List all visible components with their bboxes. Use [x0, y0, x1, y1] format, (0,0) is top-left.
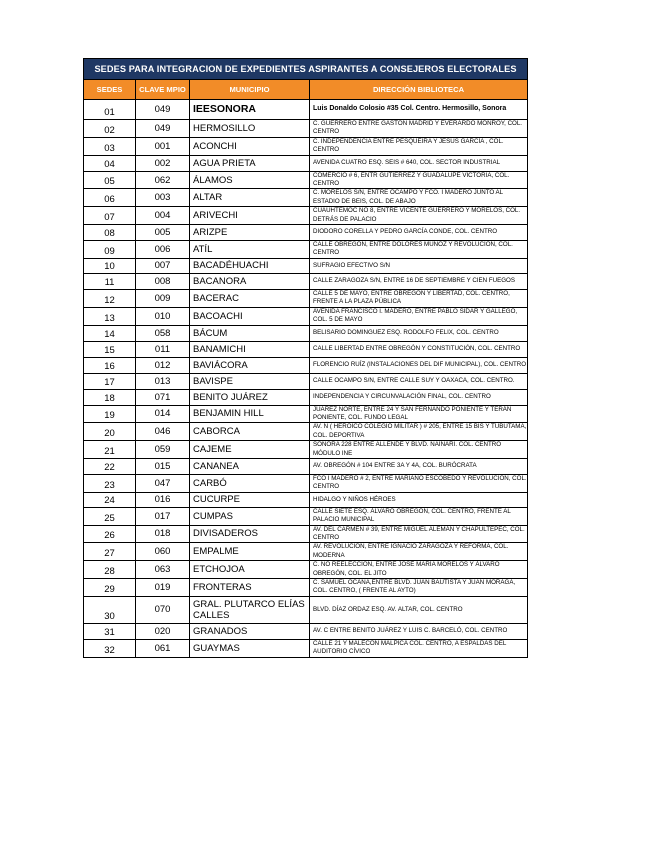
direccion-cell: AV. N ( HEROICO COLEGIO MILITAR ) # 205, ENTRE 15 BIS Y TUBUTAMA, COL. DEPORTIVA: [310, 423, 528, 441]
clave-mpio-cell: 019: [136, 579, 190, 597]
table-row: [84, 561, 528, 579]
clave-mpio-cell: 012: [136, 357, 190, 373]
clave-mpio-cell: 006: [136, 241, 190, 259]
direccion-cell: CALLE LIBERTAD ENTRE OBREGÓN Y CONSTITUCIÓN, COL. CENTRO: [310, 341, 528, 357]
direccion-cell: C. NO REELECCIÓN, ENTRE JOSÉ MARÍA MORELOS Y ÁLVARO OBREGÓN, COL. EL JITO: [310, 561, 528, 579]
clave-mpio-cell: 002: [136, 155, 190, 171]
table-row: [84, 289, 528, 307]
sede-cell: 31: [84, 623, 136, 639]
municipio-cell: BANAMICHI: [190, 341, 310, 357]
clave-mpio-cell: 061: [136, 639, 190, 657]
direccion-cell: JUAREZ NORTE, ENTRE 24 Y SAN FERNANDO PONIENTE Y TERÁN PONIENTE, COL. FUNDO LEGAL: [310, 405, 528, 423]
clave-mpio-cell: 015: [136, 458, 190, 474]
table-row: [84, 307, 528, 325]
sede-cell: 32: [84, 639, 136, 657]
direccion-cell: C. MORELOS S/N, ENTRE OCAMPO Y FCO. I MADERO JUNTO AL ESTADIO DE BEIS, COL. DE ABAJO: [310, 189, 528, 207]
municipio-cell: CAJEME: [190, 441, 310, 459]
municipio-cell: CUMPAS: [190, 507, 310, 525]
sede-cell: 29: [84, 579, 136, 597]
sedes-table: [83, 58, 528, 658]
clave-mpio-cell: 001: [136, 137, 190, 155]
sede-cell: 11: [84, 273, 136, 289]
table-row: [84, 171, 528, 189]
sede-cell: 20: [84, 423, 136, 441]
direccion-cell: DIODORO CORELLA Y PEDRO GARCÍA CONDE, COL. CENTRO: [310, 225, 528, 241]
sede-cell: 30: [84, 596, 136, 623]
table-row: [84, 474, 528, 492]
municipio-cell: CUCURPE: [190, 492, 310, 507]
municipio-cell: CABORCA: [190, 423, 310, 441]
municipio-cell: ATÍL: [190, 241, 310, 259]
header-clave-mpio: CLAVE MPIO: [136, 80, 190, 100]
direccion-cell: AV. DEL CARMEN # 39, ENTRE MIGUEL ALEMÁN Y CHAPULTEPEC, COL. CENTRO: [310, 525, 528, 543]
direccion-cell: COMERCIO # 6, ENTR GUTIERREZ Y GUADALUPE VICTORIA, COL. CENTRO: [310, 171, 528, 189]
municipio-cell: ETCHOJOA: [190, 561, 310, 579]
clave-mpio-cell: 058: [136, 325, 190, 341]
direccion-cell: AV. C ENTRE BENITO JUÁREZ Y LUIS C. BARCELÓ, COL. CENTRO: [310, 623, 528, 639]
clave-mpio-cell: 007: [136, 258, 190, 273]
title-row: [84, 59, 528, 80]
sede-cell: 18: [84, 389, 136, 405]
clave-mpio-cell: 016: [136, 492, 190, 507]
table-row: [84, 325, 528, 341]
municipio-cell: ACONCHI: [190, 137, 310, 155]
table-row: [84, 373, 528, 389]
direccion-cell: C. INDEPENDENCIA ENTRE PESQUEIRA Y JESUS GARCÍA , COL. CENTRO: [310, 137, 528, 155]
municipio-cell: AGUA PRIETA: [190, 155, 310, 171]
table-row: [84, 623, 528, 639]
direccion-cell: C. SAMUEL OCAÑA,ENTRE BLVD. JUAN BAUTISTA Y JUAN MORAGA, COL. CENTRO, ( FRENTE AL AYTO): [310, 579, 528, 597]
sede-cell: 17: [84, 373, 136, 389]
sede-cell: 24: [84, 492, 136, 507]
municipio-cell: FRONTERAS: [190, 579, 310, 597]
clave-mpio-cell: 059: [136, 441, 190, 459]
clave-mpio-cell: 071: [136, 389, 190, 405]
municipio-cell: GUAYMAS: [190, 639, 310, 657]
table-row: [84, 639, 528, 657]
table-row: [84, 525, 528, 543]
sede-cell: 09: [84, 241, 136, 259]
sede-cell: 13: [84, 307, 136, 325]
header-row: [84, 80, 528, 100]
clave-mpio-cell: 070: [136, 596, 190, 623]
header-sedes: SEDES: [84, 80, 136, 100]
sede-cell: 05: [84, 171, 136, 189]
clave-mpio-cell: 004: [136, 207, 190, 225]
table-title: SEDES PARA INTEGRACION DE EXPEDIENTES ASPIRANTES A CONSEJEROS ELECTORALES: [84, 59, 528, 80]
clave-mpio-cell: 049: [136, 120, 190, 138]
clave-mpio-cell: 020: [136, 623, 190, 639]
header-municipio: MUNICIPIO: [190, 80, 310, 100]
sede-cell: 28: [84, 561, 136, 579]
municipio-cell: BENJAMIN HILL: [190, 405, 310, 423]
municipio-cell: IEESONORA: [190, 100, 310, 120]
direccion-cell: AV. REVOLUCIÓN, ENTRE IGNACIO ZARAGOZA Y REFORMA, COL. MODERNA: [310, 543, 528, 561]
direccion-cell: AVENIDA CUATRO ESQ. SEIS # 640, COL. SECTOR INDUSTRIAL: [310, 155, 528, 171]
clave-mpio-cell: 063: [136, 561, 190, 579]
table-row: [84, 155, 528, 171]
municipio-cell: BENITO JUÁREZ: [190, 389, 310, 405]
municipio-cell: BAVIÁCORA: [190, 357, 310, 373]
direccion-cell: C. GUERRERO ENTRE GASTÓN MADRID Y EVERARDO MONROY, COL. CENTRO: [310, 120, 528, 138]
direccion-cell: AV. OBREGÓN # 104 ENTRE 3A Y 4A, COL. BURÓCRATA: [310, 458, 528, 474]
municipio-cell: DIVISADEROS: [190, 525, 310, 543]
table-row: [84, 389, 528, 405]
municipio-cell: BÁCUM: [190, 325, 310, 341]
sede-cell: 02: [84, 120, 136, 138]
municipio-cell: CANANEA: [190, 458, 310, 474]
municipio-cell: ARIVECHI: [190, 207, 310, 225]
sede-cell: 08: [84, 225, 136, 241]
direccion-cell: BELISARIO DOMINGUEZ ESQ. RODOLFO FELIX, COL. CENTRO: [310, 325, 528, 341]
municipio-cell: ÁLAMOS: [190, 171, 310, 189]
sede-cell: 07: [84, 207, 136, 225]
table-row: [84, 207, 528, 225]
sede-cell: 26: [84, 525, 136, 543]
clave-mpio-cell: 047: [136, 474, 190, 492]
municipio-cell: ARIZPE: [190, 225, 310, 241]
clave-mpio-cell: 009: [136, 289, 190, 307]
table-row: [84, 579, 528, 597]
sede-cell: 04: [84, 155, 136, 171]
sede-cell: 22: [84, 458, 136, 474]
direccion-cell: CALLE OCAMPO S/N, ENTRE CALLE SUY Y OAXACA, COL. CENTRO.: [310, 373, 528, 389]
sede-cell: 06: [84, 189, 136, 207]
clave-mpio-cell: 013: [136, 373, 190, 389]
sede-cell: 27: [84, 543, 136, 561]
direccion-cell: CUAUHTEMOC NO 8, ENTRE VICENTE GUERRERO Y MORELOS, COL. DETRÁS DE PALACIO: [310, 207, 528, 225]
clave-mpio-cell: 046: [136, 423, 190, 441]
municipio-cell: BAVISPE: [190, 373, 310, 389]
clave-mpio-cell: 011: [136, 341, 190, 357]
clave-mpio-cell: 060: [136, 543, 190, 561]
municipio-cell: BACOACHI: [190, 307, 310, 325]
direccion-cell: CALLE 21 Y MALECÓN MALPICA COL. CENTRO, A ESPALDAS DEL AUDITORIO CÍVICO: [310, 639, 528, 657]
table-row: [84, 458, 528, 474]
table-row: [84, 258, 528, 273]
direccion-cell: FLORENCIO RUÍZ (INSTALACIONES DEL DIF MUNICIPAL), COL. CENTRO: [310, 357, 528, 373]
clave-mpio-cell: 010: [136, 307, 190, 325]
clave-mpio-cell: 062: [136, 171, 190, 189]
direccion-cell: BLVD. DÍAZ ORDAZ ESQ. AV. ALTAR, COL. CENTRO: [310, 596, 528, 623]
direccion-cell: FCO I MADERO # 2, ENTRE MARIANO ESCOBEDO Y REVOLUCIÓN, COL. CENTRO: [310, 474, 528, 492]
clave-mpio-cell: 017: [136, 507, 190, 525]
sede-cell: 10: [84, 258, 136, 273]
table-row: [84, 273, 528, 289]
municipio-cell: GRANADOS: [190, 623, 310, 639]
table-row: [84, 341, 528, 357]
municipio-cell: HERMOSILLO: [190, 120, 310, 138]
direccion-cell: INDEPENDENCIA Y CIRCUNVALACIÓN FINAL, COL. CENTRO: [310, 389, 528, 405]
direccion-cell: HIDALGO Y NIÑOS HÉROES: [310, 492, 528, 507]
table-row: [84, 189, 528, 207]
clave-mpio-cell: 003: [136, 189, 190, 207]
direccion-cell: SONORA 228 ENTRE ALLENDE Y BLVD. NAINARI. COL. CENTRO MÓDULO INE: [310, 441, 528, 459]
sede-cell: 25: [84, 507, 136, 525]
municipio-cell: EMPALME: [190, 543, 310, 561]
municipio-cell: BACANORA: [190, 273, 310, 289]
municipio-cell: BACADÉHUACHI: [190, 258, 310, 273]
sede-cell: 14: [84, 325, 136, 341]
table-row: [84, 225, 528, 241]
table-row: [84, 441, 528, 459]
table-row: [84, 100, 528, 120]
table-row: [84, 137, 528, 155]
direccion-cell: CALLE OBREGÓN, ENTRE DOLORES MUÑOZ Y REVOLUCIÓN, COL. CENTRO: [310, 241, 528, 259]
municipio-cell: GRAL. PLUTARCO ELÍAS CALLES: [190, 596, 310, 623]
clave-mpio-cell: 005: [136, 225, 190, 241]
sede-cell: 15: [84, 341, 136, 357]
clave-mpio-cell: 014: [136, 405, 190, 423]
sede-cell: 03: [84, 137, 136, 155]
header-direccion: DIRECCIÓN BIBLIOTECA: [310, 80, 528, 100]
table-row: [84, 492, 528, 507]
clave-mpio-cell: 018: [136, 525, 190, 543]
direccion-cell: CALLE SIETE ESQ. ÁLVARO OBREGÓN, COL. CENTRO, FRENTE AL PALACIO MUNICIPAL: [310, 507, 528, 525]
sede-cell: 21: [84, 441, 136, 459]
direccion-cell: CALLE ZARAGOZA S/N, ENTRE 16 DE SEPTIEMBRE Y CIEN FUEGOS: [310, 273, 528, 289]
municipio-cell: BACERAC: [190, 289, 310, 307]
sede-cell: 01: [84, 100, 136, 120]
table-row: [84, 357, 528, 373]
direccion-cell: SUFRAGIO EFECTIVO S/N: [310, 258, 528, 273]
table-row: [84, 241, 528, 259]
sede-cell: 12: [84, 289, 136, 307]
table-row: [84, 543, 528, 561]
municipio-cell: ALTAR: [190, 189, 310, 207]
direccion-cell: Luis Donaldo Colosio #35 Col. Centro. Hermosillo, Sonora: [310, 100, 528, 120]
table-row: [84, 507, 528, 525]
clave-mpio-cell: 049: [136, 100, 190, 120]
table-row: [84, 120, 528, 138]
table-row: [84, 423, 528, 441]
direccion-cell: AVENIDA FRANCISCO I. MADERO, ENTRE PABLO SIDAR Y GALLEGO, COL. 5 DE MAYO: [310, 307, 528, 325]
clave-mpio-cell: 008: [136, 273, 190, 289]
municipio-cell: CARBÓ: [190, 474, 310, 492]
sede-cell: 16: [84, 357, 136, 373]
sede-cell: 19: [84, 405, 136, 423]
sede-cell: 23: [84, 474, 136, 492]
table-row: [84, 596, 528, 623]
table-row: [84, 405, 528, 423]
direccion-cell: CALLE 5 DE MAYO, ENTRE OBREGÓN Y LIBERTAD, COL. CENTRO, FRENTE A LA PLAZA PÚBLICA: [310, 289, 528, 307]
